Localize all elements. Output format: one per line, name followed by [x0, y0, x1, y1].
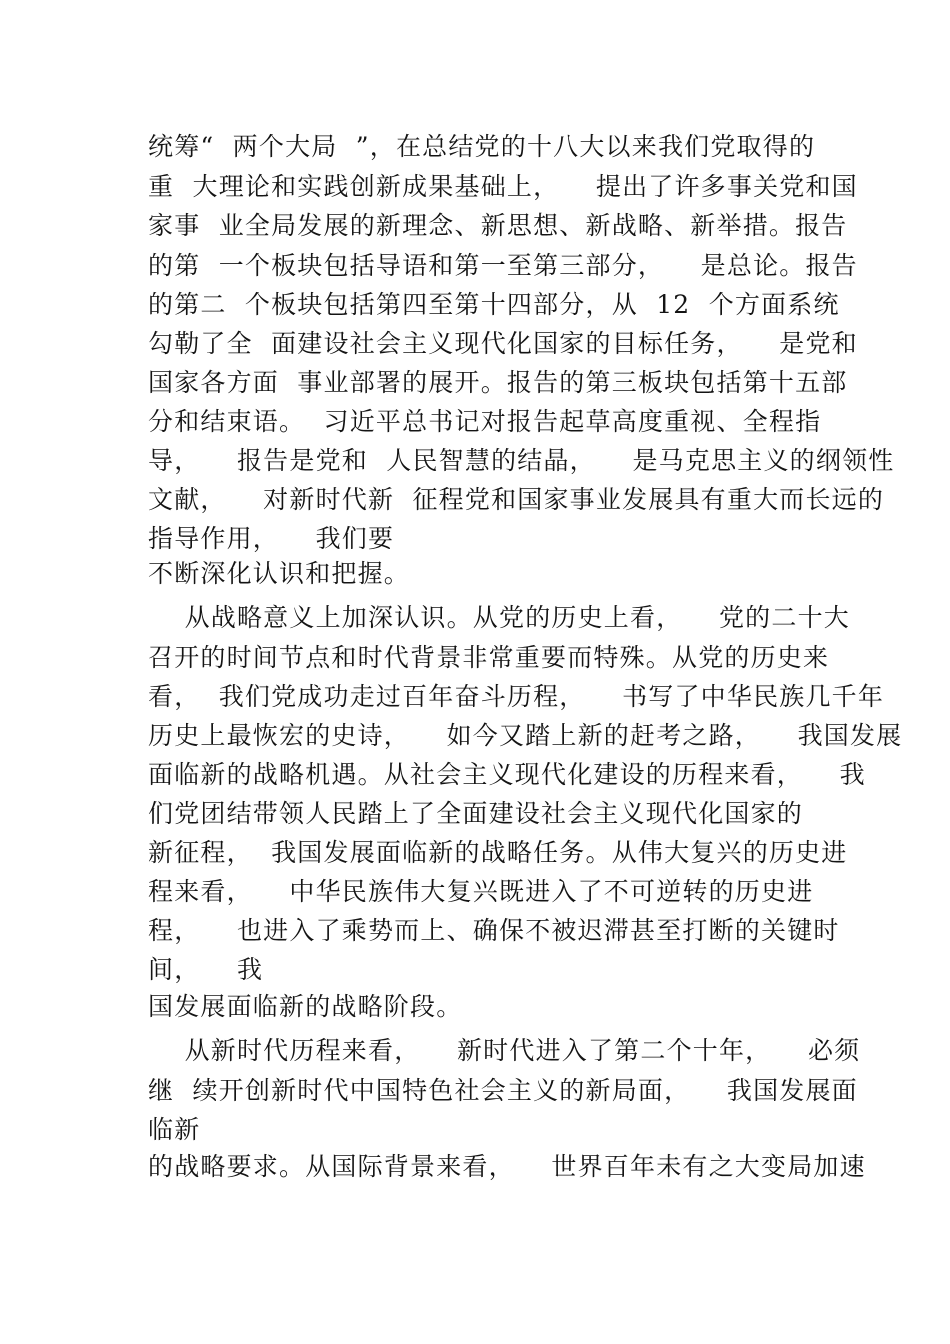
text-line: 的第 一个板块包括导语和第一至第三部分， 是总论。报告	[148, 251, 858, 280]
text-line: 历史上最恢宏的史诗， 如今又踏上新的赶考之路， 我国发展	[148, 721, 903, 750]
text-line: 国发展面临新的战略阶段。	[148, 992, 463, 1021]
text-line: 的第二 个板块包括第四至第十四部分，从 12 个方面系统	[148, 290, 840, 319]
text-line: 分和结束语。 习近平总书记对报告起草高度重视、全程指	[148, 407, 822, 436]
text-line: 文献， 对新时代新 征程党和国家事业发展具有重大而长远的	[148, 485, 885, 514]
text-line: 国家各方面 事业部署的展开。报告的第三板块包括第十五部	[148, 368, 848, 397]
text-line: 召开的时间节点和时代背景非常重要而特殊。从党的历史来	[148, 643, 830, 672]
text-line: 的战略要求。从国际背景来看， 世界百年未有之大变局加速	[148, 1152, 866, 1181]
text-line: 们党团结带领人民踏上了全面建设社会主义现代化国家的	[148, 799, 804, 828]
text-line: 勾勒了全 面建设社会主义现代化国家的目标任务， 是党和	[148, 329, 858, 358]
text-line: 临新	[148, 1115, 201, 1144]
text-line: 面临新的战略机遇。从社会主义现代化建设的历程来看， 我	[148, 760, 866, 789]
text-line: 不断深化认识和把握。	[148, 559, 411, 588]
text-line: 家事 业全局发展的新理念、新思想、新战略、新举措。报告	[148, 211, 848, 240]
text-line: 导， 报告是党和 人民智慧的结晶， 是马克思主义的纲领性	[148, 446, 895, 475]
text-line: 程， 也进入了乘势而上、确保不被迟滞甚至打断的关键时	[148, 916, 840, 945]
text-line: 新征程， 我国发展面临新的战略任务。从伟大复兴的历史进	[148, 838, 848, 867]
paragraph-start-line: 从战略意义上加深认识。从党的历史上看， 党的二十大	[148, 603, 850, 632]
text-line: 程来看， 中华民族伟大复兴既进入了不可逆转的历史进	[148, 877, 814, 906]
text-line: 统筹“ 两个大局 ”，在总结党的十八大以来我们党取得的	[148, 132, 816, 161]
text-line: 指导作用， 我们要	[148, 524, 395, 553]
paragraph-start-line: 从新时代历程来看， 新时代进入了第二个十年， 必须	[148, 1036, 861, 1065]
text-line: 重 大理论和实践创新成果基础上， 提出了许多事关党和国	[148, 172, 858, 201]
text-line: 间， 我	[148, 955, 264, 984]
text-line: 看， 我们党成功走过百年奋斗历程， 书写了中华民族几千年	[148, 682, 885, 711]
text-line: 继 续开创新时代中国特色社会主义的新局面， 我国发展面	[148, 1076, 858, 1105]
